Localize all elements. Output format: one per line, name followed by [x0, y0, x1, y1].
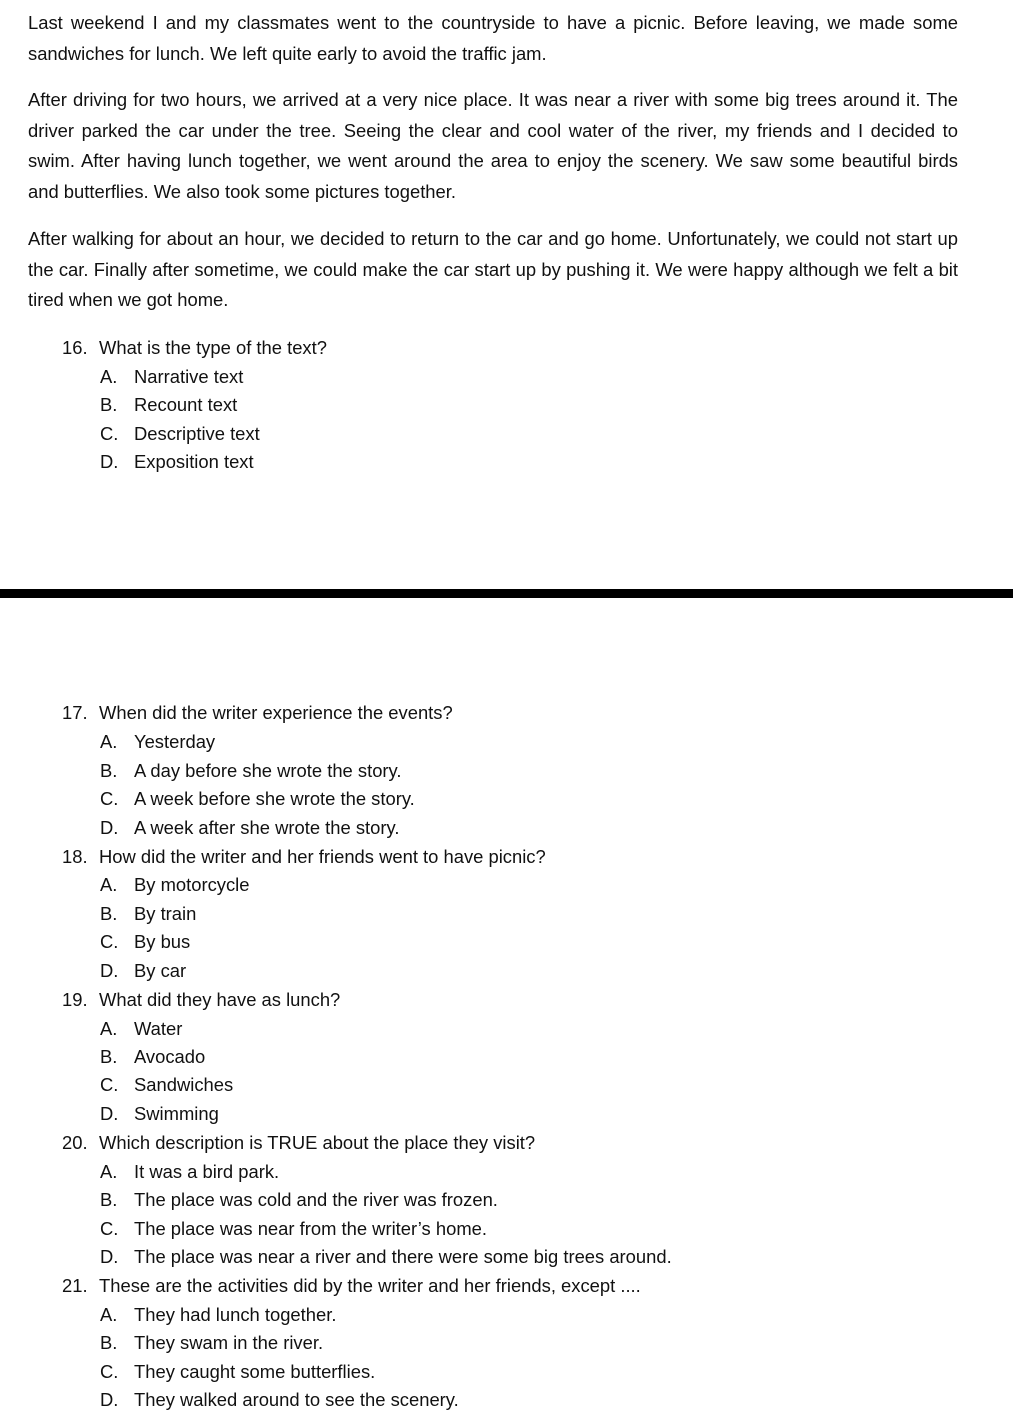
question-text: How did the writer and her friends went to have picnic?	[99, 846, 546, 867]
option-letter: B.	[100, 760, 118, 781]
option-letter: B.	[100, 1046, 118, 1067]
option-text: Exposition text	[134, 451, 254, 472]
option-20-a	[100, 1158, 279, 1186]
question-20	[62, 1129, 535, 1157]
option-letter: B.	[100, 1332, 118, 1353]
question-number: 16.	[62, 337, 88, 358]
option-letter: A.	[100, 874, 118, 895]
option-letter: C.	[100, 1361, 119, 1382]
question-number: 17.	[62, 702, 88, 723]
option-letter: D.	[100, 817, 119, 838]
option-19-d	[100, 1100, 219, 1128]
question-21	[62, 1272, 641, 1300]
option-16-c	[100, 420, 260, 448]
option-20-d	[100, 1243, 672, 1271]
question-text: These are the activities did by the writer and her friends, except ....	[99, 1275, 641, 1296]
page-divider	[0, 589, 1013, 598]
option-letter: D.	[100, 451, 119, 472]
option-text: The place was near a river and there were some big trees around.	[134, 1246, 672, 1267]
option-letter: C.	[100, 1074, 119, 1095]
option-18-a	[100, 871, 249, 899]
option-text: Sandwiches	[134, 1074, 234, 1095]
question-number: 20.	[62, 1132, 88, 1153]
passage-paragraph-1: Last weekend I and my classmates went to the countryside to have a picnic. Before leaving, we made some sandwiches for lunch. We left quite early to avoid the traffic jam.	[28, 12, 958, 64]
question-text: What did they have as lunch?	[99, 989, 341, 1010]
option-text: Narrative text	[134, 366, 244, 387]
question-number: 19.	[62, 989, 88, 1010]
option-text: A week after she wrote the story.	[134, 817, 400, 838]
option-text: They had lunch together.	[134, 1304, 337, 1325]
option-text: By car	[134, 960, 187, 981]
question-number: 21.	[62, 1275, 88, 1296]
option-text: By motorcycle	[134, 874, 250, 895]
option-16-d	[100, 448, 254, 476]
option-letter: C.	[100, 788, 119, 809]
question-text: What is the type of the text?	[99, 337, 327, 358]
option-text: Recount text	[134, 394, 238, 415]
option-17-a	[100, 728, 215, 756]
option-text: They swam in the river.	[134, 1332, 324, 1353]
option-16-b	[100, 391, 237, 419]
option-letter: B.	[100, 394, 118, 415]
option-letter: B.	[100, 1189, 118, 1210]
option-text: The place was cold and the river was frozen.	[134, 1189, 498, 1210]
option-16-a	[100, 363, 243, 391]
option-20-b	[100, 1186, 498, 1214]
option-letter: A.	[100, 1018, 118, 1039]
option-18-c	[100, 928, 190, 956]
question-text: Which description is TRUE about the place they visit?	[99, 1132, 536, 1153]
option-text: A day before she wrote the story.	[134, 760, 402, 781]
option-text: Descriptive text	[134, 423, 260, 444]
option-text: Avocado	[134, 1046, 206, 1067]
option-letter: B.	[100, 903, 118, 924]
option-21-c	[100, 1358, 375, 1386]
option-text: A week before she wrote the story.	[134, 788, 415, 809]
option-letter: C.	[100, 423, 119, 444]
option-letter: A.	[100, 1161, 118, 1182]
passage-paragraph-2: After driving for two hours, we arrived at a very nice place. It was near a river with some big trees around it. The driver parked the car under the tree. Seeing the clear and cool water of the river, my friends and I decided to swim. After having lunch together, we went around the area to enjoy the scenery. We saw some beautiful birds and butterflies. We also took some pictures together.	[28, 89, 958, 202]
option-19-b	[100, 1043, 205, 1071]
option-letter: D.	[100, 1103, 119, 1124]
option-text: Swimming	[134, 1103, 219, 1124]
option-letter: D.	[100, 1246, 119, 1267]
option-20-c	[100, 1215, 487, 1243]
option-letter: D.	[100, 1389, 119, 1410]
option-21-d	[100, 1386, 459, 1414]
question-18	[62, 843, 546, 871]
option-letter: C.	[100, 931, 119, 952]
option-letter: A.	[100, 731, 118, 752]
option-17-c	[100, 785, 415, 813]
question-17	[62, 699, 453, 727]
option-18-b	[100, 900, 196, 928]
option-text: They walked around to see the scenery.	[134, 1389, 459, 1410]
option-letter: D.	[100, 960, 119, 981]
option-text: It was a bird park.	[134, 1161, 280, 1182]
option-text: Water	[134, 1018, 183, 1039]
option-18-d	[100, 957, 186, 985]
question-16	[62, 334, 327, 362]
option-19-a	[100, 1015, 182, 1043]
question-number: 18.	[62, 846, 88, 867]
option-text: By train	[134, 903, 197, 924]
option-text: Yesterday	[134, 731, 216, 752]
question-text: When did the writer experience the events?	[99, 702, 453, 723]
option-letter: A.	[100, 1304, 118, 1325]
option-17-b	[100, 757, 402, 785]
option-text: They caught some butterflies.	[134, 1361, 376, 1382]
option-text: By bus	[134, 931, 191, 952]
option-17-d	[100, 814, 399, 842]
option-21-a	[100, 1301, 336, 1329]
option-21-b	[100, 1329, 323, 1357]
question-19	[62, 986, 340, 1014]
passage-paragraph-3: After walking for about an hour, we decided to return to the car and go home. Unfortunately, we could not start up the car. Finally after sometime, we could make the car start up by pushing it. We were happy although we felt a bit tired when we got home.	[28, 228, 958, 310]
option-letter: C.	[100, 1218, 119, 1239]
option-letter: A.	[100, 366, 118, 387]
option-19-c	[100, 1071, 233, 1099]
option-text: The place was near from the writer’s home.	[134, 1218, 487, 1239]
